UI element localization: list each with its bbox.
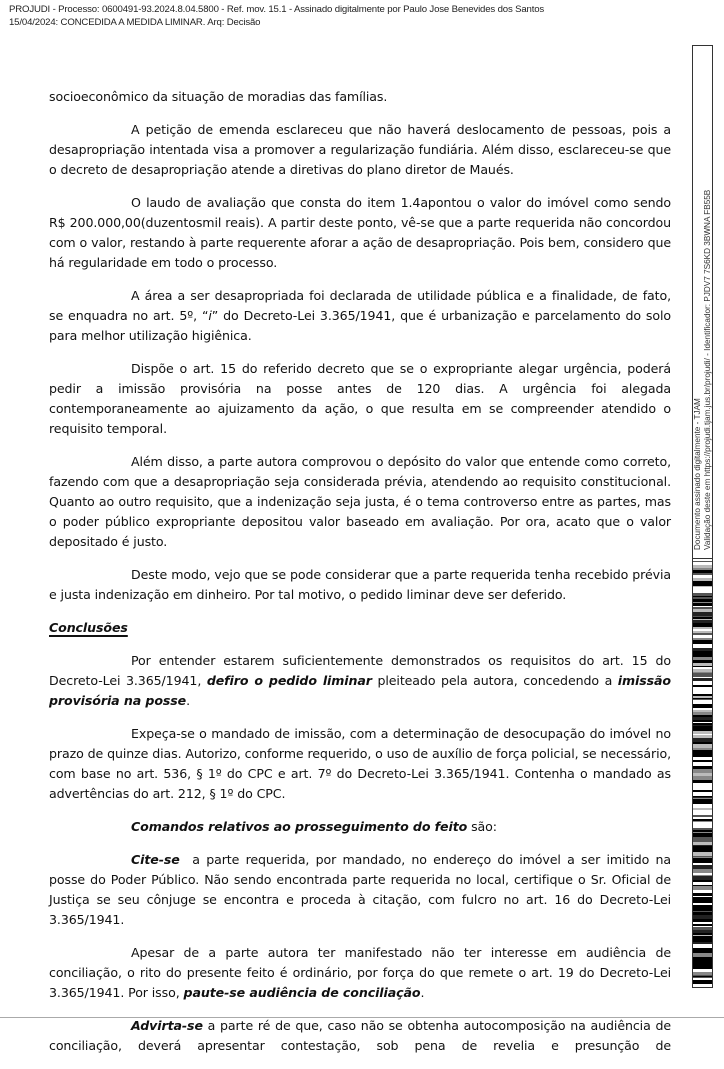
text: são: xyxy=(467,819,497,834)
section-heading: Conclusões xyxy=(49,620,128,635)
signed-notice: Documento assinado digitalmente - TJAM xyxy=(693,398,702,550)
paragraph: Deste modo, vejo que se pode considerar que a parte requerida tenha recebido prévia e justa indenização em dinheiro. Por tal motivo, o pedido liminar deve ser deferido. xyxy=(49,567,671,602)
paragraph xyxy=(49,1016,671,1056)
text: pleiteado pela autora, concedendo a xyxy=(371,673,618,688)
paragraph: Além disso, a parte autora comprovou o depósito do valor que entende como correto, fazendo com que a desapropriação seja considerada prévia, atendendo ao requisito constitucional. Quanto ao outro requisito, que a indenização seja justa, é o tema controverso entre as partes, mas o poder público expropriante depositou valor baseado em avaliação. Por ora, acato que o valor depositado é justo. xyxy=(49,454,671,549)
paragraph xyxy=(49,817,671,837)
header-process-line: PROJUDI - Processo: 0600491-93.2024.8.04.5800 - Ref. mov. 15.1 - Assinado digitalmente por Paulo Jose Benevides dos Santos xyxy=(9,4,545,15)
document-body xyxy=(49,87,675,1069)
barcode-icon xyxy=(693,558,712,988)
document-header xyxy=(9,3,544,29)
emphasis-text: defiro o pedido liminar xyxy=(206,673,372,688)
paragraph: A petição de emenda esclareceu que não haverá deslocamento de pessoas, pois a desapropriação intentada visa a promover a regularização fundiária. Além disso, esclareceu-se que o decreto de desapropriação atende a diretivas do plano diretor de Maués. xyxy=(49,122,671,177)
text: a parte ré de que, caso não se obtenha autocomposição na audiência de conciliação, deverá apresentar contestação, sob pena de revelia e presunção de xyxy=(49,1018,671,1053)
validation-url: Validação deste em https://projudi.tjam.jus.br/projudi/ - Identificador: PJDV7 7S6KD 3BWNA FB55B xyxy=(702,189,712,550)
page-divider xyxy=(0,1017,724,1018)
emphasis-text: paute-se audiência de conciliação xyxy=(183,985,421,1000)
paragraph: O laudo de avaliação que consta do item 1.4apontou o valor do imóvel como sendo R$ 200.000,00(duzentosmil reais). A partir deste ponto, vê-se que a parte requerida não concordou com o valor, restando à parte requerente aforar a ação de desapropriação. Pois bem, considero que há regularidade em todo o processo. xyxy=(49,195,671,270)
paragraph: Dispõe o art. 15 do referido decreto que se o expropriante alegar urgência, poderá pedir a imissão provisória na posse antes de 120 dias. A urgência foi alegada contemporaneamente ao ajuizamento da ação, o que resulta em se compreender atendido o requisito temporal. xyxy=(49,361,671,436)
text: A área a ser desapropriada foi declarada de utilidade pública e a finalidade, de fato, se enquadra no art. 5º, “ xyxy=(49,288,671,323)
text: Por entender estarem suficientemente demonstrados os requisitos do art. 15 do Decreto-Lei 3.365/1941, xyxy=(49,653,671,688)
header-decision-line: 15/04/2024: CONCEDIDA A MEDIDA LIMINAR. Arq: Decisão xyxy=(9,17,261,28)
paragraph: Expeça-se o mandado de imissão, com a determinação de desocupação do imóvel no prazo de quinze dias. Autorizo, conforme requerido, o uso de auxílio de força policial, se necessário, com base no art. 536, § 1º do CPC e art. 7º do Decreto-Lei 3.365/1941. Contenha o mandado as advertências do art. 212, § 1º do CPC. xyxy=(49,726,671,801)
text: a parte requerida, por mandado, no endereço do imóvel a ser imitido na posse do Poder Público. Não sendo encontrada parte requerida no local, certifique o Sr. Oficial de Justiça se seu cônjuge se encontra e proceda à citação, com fulcro no art. 16 do Decreto-Lei 3.365/1941. xyxy=(49,852,675,927)
emphasis-text: imissão provisória na posse xyxy=(49,673,671,708)
italic-text: i xyxy=(208,308,212,323)
paragraph: socioeconômico da situação de moradias das famílias. xyxy=(49,89,388,104)
text: Apesar de a parte autora ter manifestado não ter interesse em audiência de conciliação, o rito do presente feito é ordinário, por força do que remete o art. 19 do Decreto-Lei 3.365/1941. Por isso, xyxy=(49,945,671,1000)
paragraph xyxy=(49,943,671,1003)
signature-sidebar xyxy=(692,45,713,988)
signature-text-box xyxy=(693,46,712,558)
emphasis-text: Comandos relativos ao prosseguimento do feito xyxy=(131,819,468,834)
emphasis-text: Advirta-se xyxy=(131,1018,203,1033)
paragraph xyxy=(49,286,671,346)
paragraph xyxy=(49,651,671,711)
text: . xyxy=(420,985,425,1000)
emphasis-text: Cite-se xyxy=(131,852,180,867)
text: ” do Decreto-Lei 3.365/1941, que é urbanização e parcelamento do solo para melhor utilização higiênica. xyxy=(49,308,671,343)
barcode-stripe xyxy=(693,983,712,984)
paragraph xyxy=(49,850,675,930)
text: . xyxy=(186,693,191,708)
